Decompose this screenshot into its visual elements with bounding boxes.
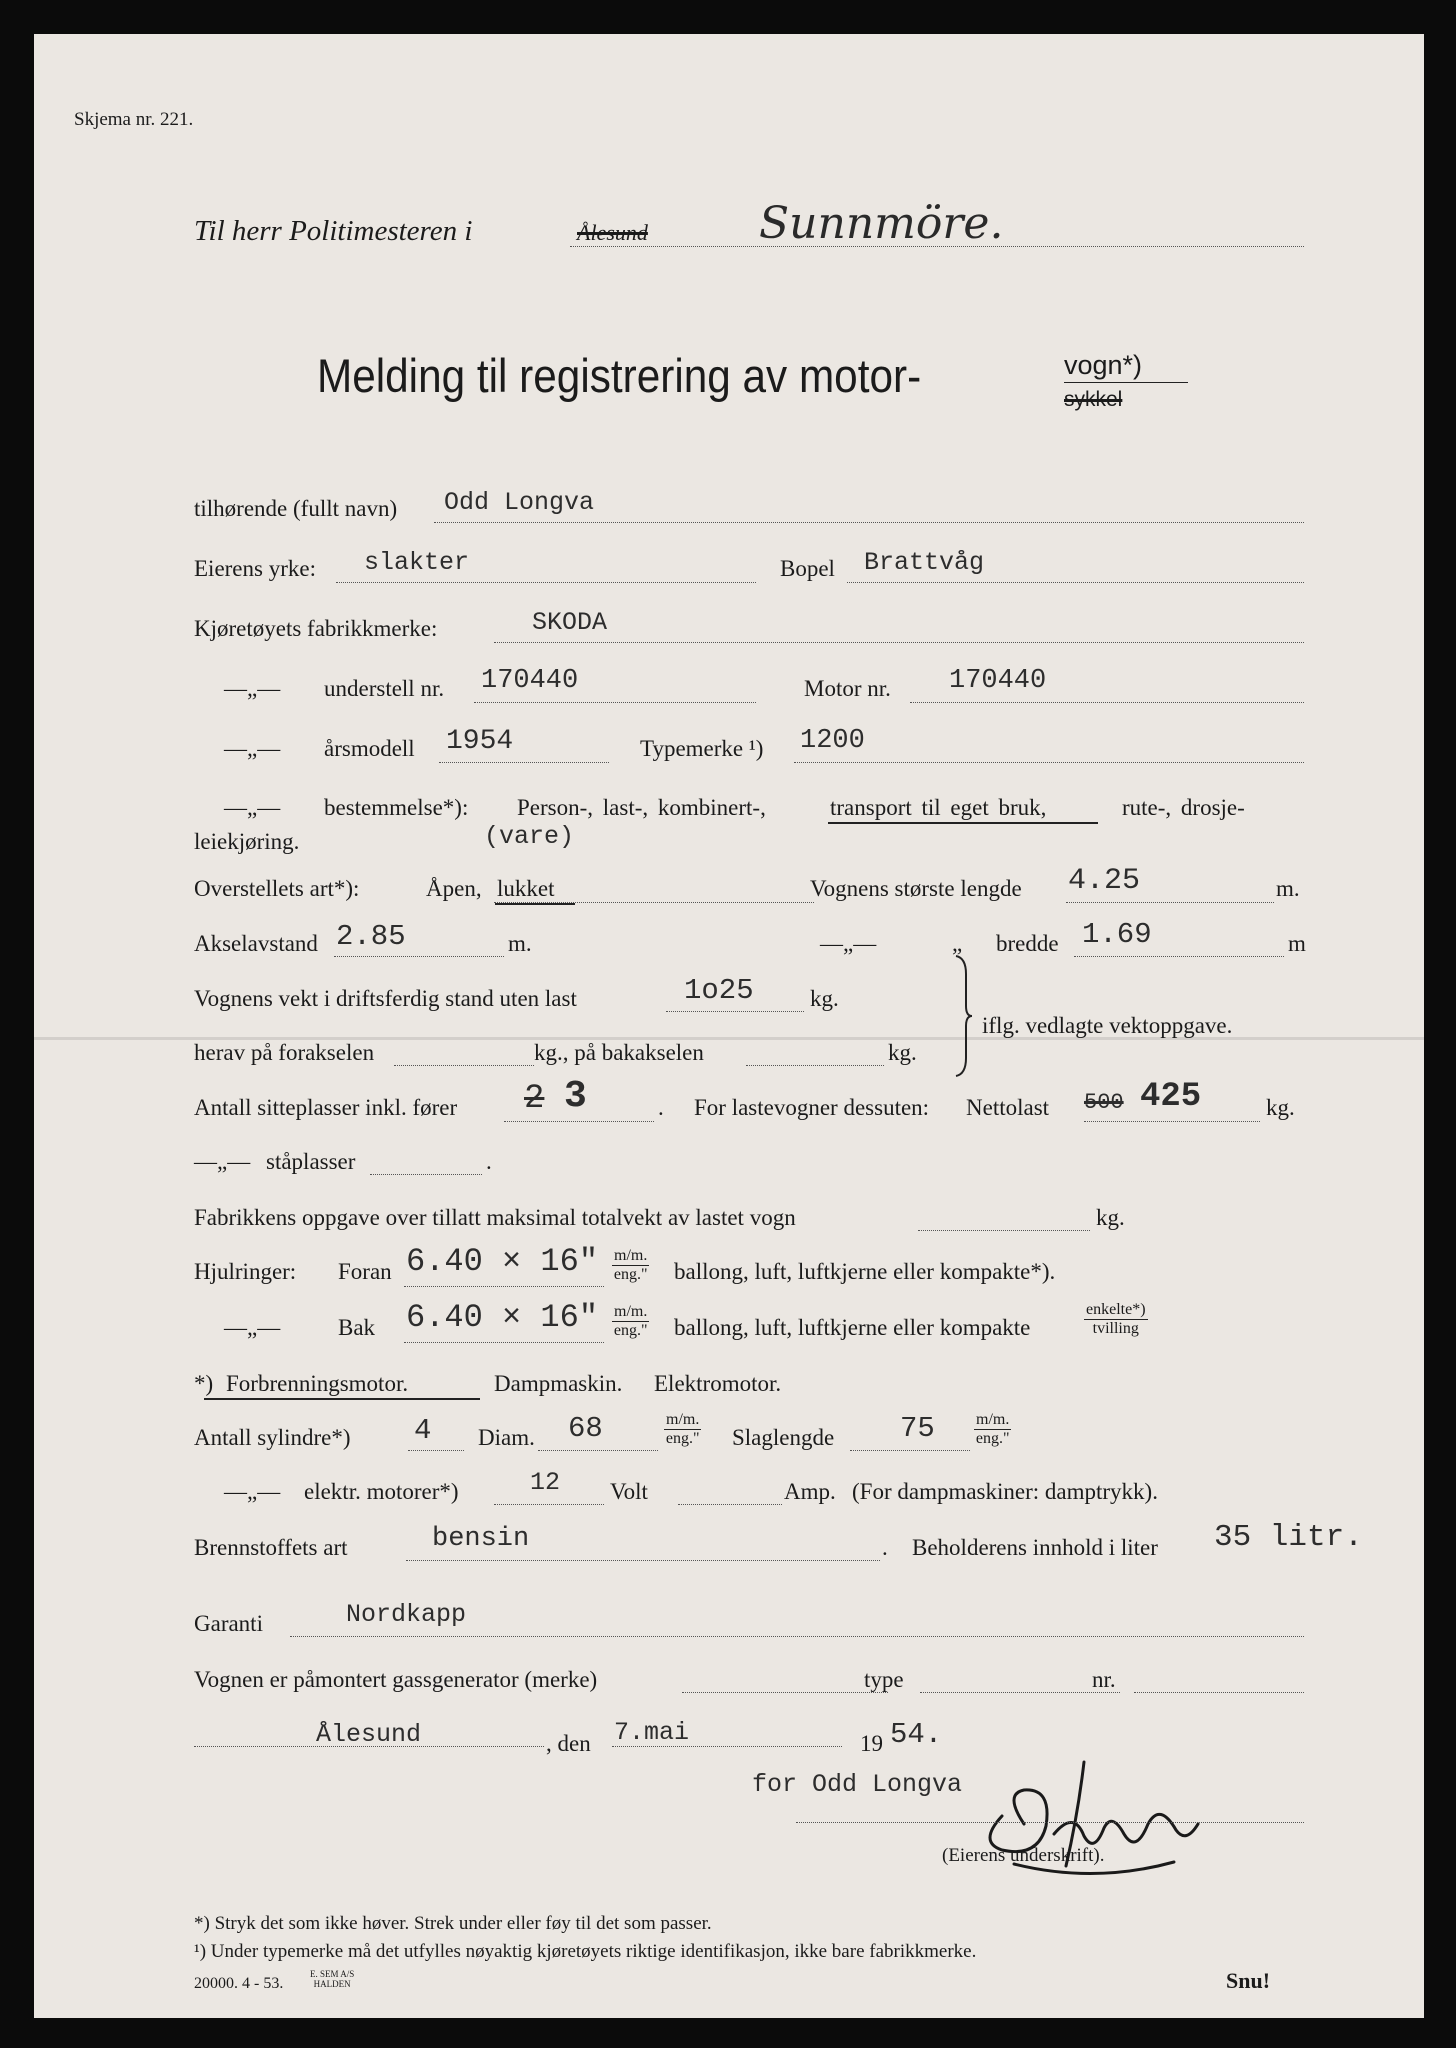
- purpose-label: bestemmelse*):: [324, 795, 469, 820]
- guarantee-label: Garanti: [194, 1611, 263, 1636]
- fuel-label: Brennstoffets art: [194, 1535, 348, 1560]
- width-value: 1.69: [1082, 918, 1152, 951]
- stroke-unit: m/m. eng.": [975, 1411, 1010, 1447]
- purpose-note: (vare): [484, 822, 575, 851]
- weight-brace: [952, 954, 974, 1078]
- title-option-sykkel: sykkel: [1064, 388, 1123, 411]
- stroke-value: 75: [900, 1412, 935, 1445]
- rear-axle-label: kg., på bakakselen: [534, 1040, 704, 1065]
- ditto-mark: —„—: [194, 1149, 251, 1174]
- tank-label: Beholderens innhold i liter: [912, 1535, 1158, 1560]
- width-unit: m: [1288, 931, 1306, 956]
- ditto-mark: —„—: [224, 1479, 281, 1504]
- engine-combustion: Forbrenningsmotor.: [226, 1371, 409, 1396]
- payload-label: Nettolast: [966, 1095, 1050, 1120]
- weight-value: 1o25: [684, 974, 754, 1007]
- ditto-mark: —„—: [224, 736, 281, 761]
- length-value: 4.25: [1068, 864, 1141, 898]
- purpose-line2: leiekjøring.: [194, 829, 300, 854]
- ditto-mark: —„—: [224, 676, 281, 701]
- cylinders-value: 4: [414, 1414, 432, 1447]
- axle-unit: m.: [508, 931, 532, 956]
- year-value: 1954: [446, 726, 514, 757]
- year-prefix: 19: [860, 1731, 883, 1756]
- tyres-front-value: 6.40 × 16": [406, 1243, 599, 1280]
- axle-value: 2.85: [336, 920, 406, 953]
- purpose-selected: transport til eget bruk,: [830, 795, 1047, 820]
- length-unit: m.: [1276, 876, 1300, 901]
- tyres-rear-unit: m/m. eng.": [613, 1303, 648, 1339]
- weight-unit: kg.: [810, 986, 839, 1011]
- motor-label: Motor nr.: [804, 676, 891, 701]
- motor-value: 170440: [949, 666, 1047, 696]
- residence-value: Brattvåg: [864, 548, 985, 577]
- seats-struck: 2: [524, 1080, 545, 1118]
- footnote-2: ¹) Under typemerke må det utfylles nøyaktig kjøretøyets riktige identifikasjon, ikke bare fabrikkmerke.: [194, 1941, 977, 1962]
- body-label: Overstellets art*):: [194, 876, 360, 901]
- diameter-label: Diam.: [478, 1425, 535, 1450]
- tyres-rear-label: Bak: [338, 1315, 376, 1340]
- printer-mark: E. SEM A/S HALDEN: [310, 1969, 355, 1989]
- type-label: Typemerke ¹): [640, 736, 764, 761]
- chassis-label: understell nr.: [324, 676, 445, 701]
- footnote-1: *) Stryk det som ikke høver. Strek under eller føy til det som passer.: [194, 1913, 712, 1934]
- standing-label: ståplasser: [266, 1149, 356, 1174]
- form-number: Skjema nr. 221.: [74, 109, 194, 130]
- title-option-vogn: vogn*): [1064, 350, 1143, 380]
- tyres-front-types: ballong, luft, luftkjerne eller kompakte*).: [674, 1259, 1056, 1284]
- signature-year: 54.: [890, 1718, 943, 1751]
- max-weight-label: Fabrikkens oppgave over tillatt maksimal totalvekt av lastet vogn: [194, 1205, 796, 1230]
- turn-over: Snu!: [1226, 1968, 1271, 1993]
- volt-value: 12: [530, 1468, 561, 1497]
- axle-label: Akselavstand: [194, 931, 318, 956]
- body-open: Åpen,: [426, 876, 482, 901]
- make-value: SKODA: [532, 608, 608, 637]
- ditto-mark: —„—: [820, 931, 877, 956]
- fuel-value: bensin: [432, 1524, 530, 1554]
- steam-note: (For dampmaskiner: damptrykk).: [852, 1479, 1158, 1504]
- occupation-value: slakter: [364, 548, 470, 577]
- diameter-unit: m/m. eng.": [665, 1411, 700, 1447]
- payload-struck: 500: [1084, 1090, 1124, 1115]
- body-closed: lukket: [497, 876, 555, 901]
- ditto-mark: —„—: [224, 1315, 281, 1340]
- truck-label: For lastevogner dessuten:: [694, 1095, 930, 1120]
- cylinders-label: Antall sylindre*): [194, 1425, 351, 1450]
- purpose-options: Person-, last-, kombinert-,: [517, 795, 766, 820]
- width-ditto: „: [952, 931, 963, 956]
- addressee-struck: Ålesund: [577, 220, 648, 245]
- amp-label: Amp.: [784, 1479, 836, 1504]
- seats-dot: .: [658, 1095, 664, 1120]
- engine-electric: Elektromotor.: [654, 1371, 782, 1396]
- tyres-front-label: Foran: [338, 1259, 392, 1284]
- tyres-single-twin: enkelte*) tvilling: [1086, 1301, 1146, 1337]
- addressee-label: Til herr Politimesteren i: [194, 215, 473, 247]
- chassis-value: 170440: [481, 666, 579, 696]
- make-label: Kjøretøyets fabrikkmerke:: [194, 616, 438, 641]
- max-weight-unit: kg.: [1096, 1205, 1125, 1230]
- date-label: , den: [546, 1731, 591, 1756]
- weight-note: iflg. vedlagte vektoppgave.: [982, 1013, 1233, 1038]
- owner-name-label: tilhørende (fullt navn): [194, 496, 398, 521]
- front-axle-label: herav på forakselen: [194, 1040, 375, 1065]
- ditto-mark: —„—: [224, 795, 281, 820]
- on-behalf: for Odd Longva: [752, 1770, 963, 1799]
- rear-axle-unit: kg.: [888, 1040, 917, 1065]
- residence-label: Bopel: [780, 556, 835, 581]
- gas-type-label: type: [864, 1667, 904, 1692]
- electric-motors-label: elektr. motorer*): [304, 1479, 459, 1504]
- form-title: Melding til registrering av motor-: [317, 349, 922, 402]
- width-label: bredde: [996, 931, 1059, 956]
- engine-type-prefix: *): [194, 1371, 214, 1396]
- volt-label: Volt: [610, 1479, 648, 1504]
- occupation-label: Eierens yrke:: [194, 556, 316, 581]
- owner-name-value: Odd Longva: [444, 488, 595, 517]
- diameter-value: 68: [568, 1412, 603, 1445]
- guarantee-value: Nordkapp: [346, 1600, 467, 1629]
- purpose-options-rest: rute-, drosje-: [1122, 795, 1245, 820]
- weight-label: Vognens vekt i driftsferdig stand uten last: [194, 986, 577, 1011]
- date-value: 7.mai: [614, 1718, 690, 1747]
- owner-signature: [954, 1754, 1254, 1894]
- owner-signature-label: (Eierens underskrift).: [942, 1845, 1105, 1866]
- tyres-label: Hjulringer:: [194, 1259, 297, 1284]
- seats-label: Antall sitteplasser inkl. fører: [194, 1095, 458, 1120]
- type-value: 1200: [800, 726, 865, 756]
- signature-place: Ålesund: [316, 1720, 422, 1749]
- addressee-handwritten: Sunnmöre.: [759, 198, 1004, 249]
- stroke-label: Slaglengde: [732, 1425, 835, 1450]
- tyres-rear-types: ballong, luft, luftkjerne eller kompakte: [674, 1315, 1031, 1340]
- tyres-front-unit: m/m. eng.": [613, 1247, 648, 1283]
- payload-unit: kg.: [1266, 1095, 1295, 1120]
- engine-steam: Dampmaskin.: [494, 1371, 623, 1396]
- tyres-rear-value: 6.40 × 16": [406, 1299, 599, 1336]
- seats-value: 3: [564, 1075, 587, 1118]
- gas-generator-label: Vognen er påmontert gassgenerator (merke): [194, 1667, 598, 1692]
- tank-value: 35 litr.: [1214, 1520, 1363, 1555]
- gas-nr-label: nr.: [1092, 1667, 1116, 1692]
- year-label: årsmodell: [324, 736, 415, 761]
- payload-value: 425: [1140, 1078, 1202, 1116]
- length-label: Vognens største lengde: [810, 876, 1022, 901]
- print-run: 20000. 4 - 53.: [194, 1975, 284, 1992]
- registration-form: Skjema nr. 221. Til herr Politimesteren i Ålesund Sunnmöre. Melding til registrering av motor- vogn*) sykkel tilhørende (fullt navn) Odd Longva Eierens yrke: slakter Bopel Brattvåg Kjøretøyets fabrikkmerke: SKODA —„— understell nr. 170440 Motor nr. 170440 —„— årsmodell 1954 Typemerke ¹) 1200 —„— bestemmelse*): Person-, last-, kombinert-, transport til eget bruk, rute-, drosje- leiekjøring. (vare) Overstellets art*): Åpen, lukket Vognens største lengde 4.25 m. Akselavstand 2.85 m. —„— „ bredde 1.69 m Vognens vekt i driftsferdig stand uten last 1o25 kg. herav på forakselen kg., på bakakselen kg. iflg. vedlagte vektoppgave. Antall sitteplasser inkl. fører 2 3 . For lastevogner dessuten: Nettolast 500 425 kg. —„— ståplasser . Fabrikkens oppgave over tillatt maksimal totalvekt av lastet vogn kg. Hjulringer: Foran 6.40 × 16" m/m. eng." ballong, luft, luftkjerne eller kompakte*). —„— Bak 6.40 × 16" m/m. eng." ballong, luft, luftkjerne eller kompakte enkelte*) tvilling *) Forbrenningsmotor. Dampmaskin. Elektromotor. Antall sylindre*) 4 Diam. 68 m/m. eng." Slaglengde 75 m/m. eng." —„— elektr. motorer*) 12 Volt Amp. (For dampmaskiner: damptrykk). Brennstoffets art bensin . Beholderens innhold i liter 35 litr. Garanti Nordkapp Vognen er påmontert gassgenerator (merke) type nr. Ålesund , den 7.mai 19 54. for Odd Longva (Eierens underskrift). *) Stryk det som ikke høver. Strek under eller føy til det som passer. ¹) Under typemerke må det utfylles nøyaktig kjøretøyets riktige identifikasjon, ikke bare fabrikkmerke. 20000. 4 - 53. E. SEM A/S HALDEN Snu!: [34, 34, 1424, 2018]
